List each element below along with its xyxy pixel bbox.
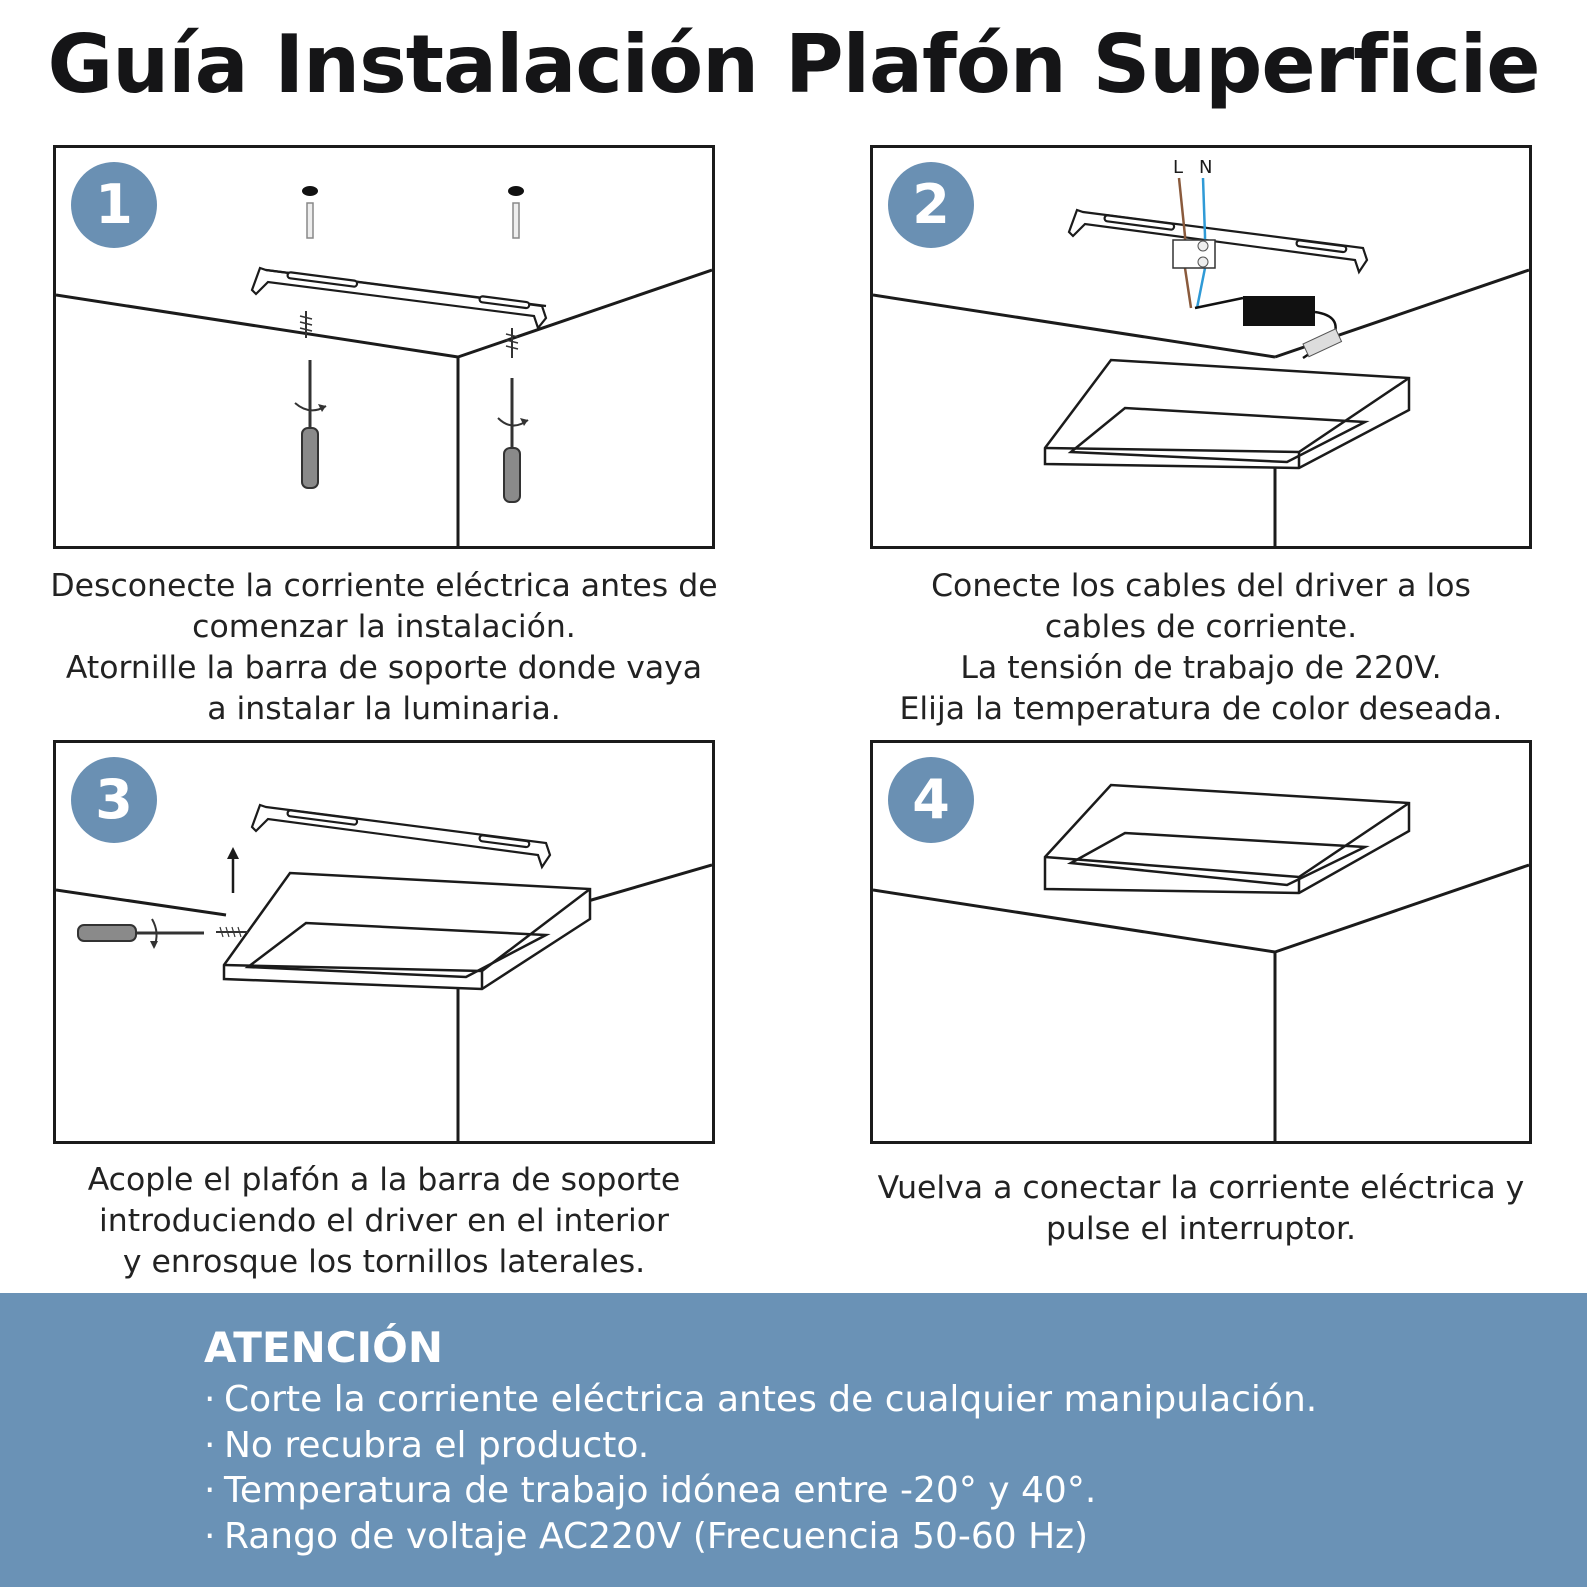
step-1-illustration xyxy=(53,145,715,549)
screw-right xyxy=(506,328,518,358)
ceiling-wall-edge-right xyxy=(458,270,712,357)
step-number-badge: 4 xyxy=(888,757,974,843)
attention-item: · Rango de voltaje AC220V (Frecuencia 50-60 Hz) xyxy=(204,1515,1089,1557)
step-4-caption: Vuelva a conectar la corriente eléctrica y pulse el interruptor. xyxy=(877,1170,1525,1247)
step-number-badge: 2 xyxy=(888,162,974,248)
mounting-bar xyxy=(252,268,546,328)
step-4-illustration xyxy=(870,740,1532,1144)
step-3-illustration xyxy=(53,740,715,1144)
connector xyxy=(1303,329,1342,357)
step-2-caption: Conecte los cables del driver a los cables de corriente. La tensión de trabajo de 220V. Elija la temperatura de color deseada. xyxy=(899,568,1503,727)
driver-cable xyxy=(1195,298,1243,308)
step-2-illustration xyxy=(870,145,1532,549)
attention-list xyxy=(204,1377,1317,1559)
step-1-caption: Desconecte la corriente eléctrica antes de comenzar la instalación. Atornille la barra de soporte donde vaya a instalar la luminaria. xyxy=(50,568,718,727)
attention-item: · Corte la corriente eléctrica antes de cualquier manipulación. xyxy=(204,1379,1318,1420)
wall-plug xyxy=(307,203,313,238)
terminal-block xyxy=(1173,240,1215,268)
drill-hole xyxy=(508,186,524,196)
panel-light xyxy=(224,873,590,989)
step-number-badge: 3 xyxy=(71,757,157,843)
attention-item: · Temperatura de trabajo idónea entre -20° y 40°. xyxy=(204,1470,1097,1511)
drill-hole xyxy=(302,186,318,196)
screwdriver xyxy=(78,919,248,949)
mounting-bar xyxy=(1069,210,1367,272)
panel-light xyxy=(1045,785,1409,893)
up-arrow-icon xyxy=(227,847,239,893)
wall-plug xyxy=(513,203,519,238)
attention-item: · No recubra el producto. xyxy=(204,1424,650,1466)
ceiling-wall-edge-left xyxy=(56,295,458,357)
page-title: Guía Instalación Plafón Superficie xyxy=(47,18,1540,111)
attention-title: ATENCIÓN xyxy=(204,1323,444,1372)
driver xyxy=(1243,296,1315,326)
step-number-badge: 1 xyxy=(71,162,157,248)
mounting-bar xyxy=(252,805,550,867)
live-wire-label: L xyxy=(1173,157,1184,178)
screwdriver-left xyxy=(295,360,326,488)
step-3-caption: Acople el plafón a la barra de soporte introduciendo el driver en el interior y enrosque los tornillos laterales. xyxy=(87,1162,681,1280)
screwdriver-right xyxy=(498,378,528,502)
panel-light xyxy=(1045,360,1409,468)
neutral-wire-label: N xyxy=(1199,157,1213,178)
attention-band xyxy=(0,1293,1587,1587)
